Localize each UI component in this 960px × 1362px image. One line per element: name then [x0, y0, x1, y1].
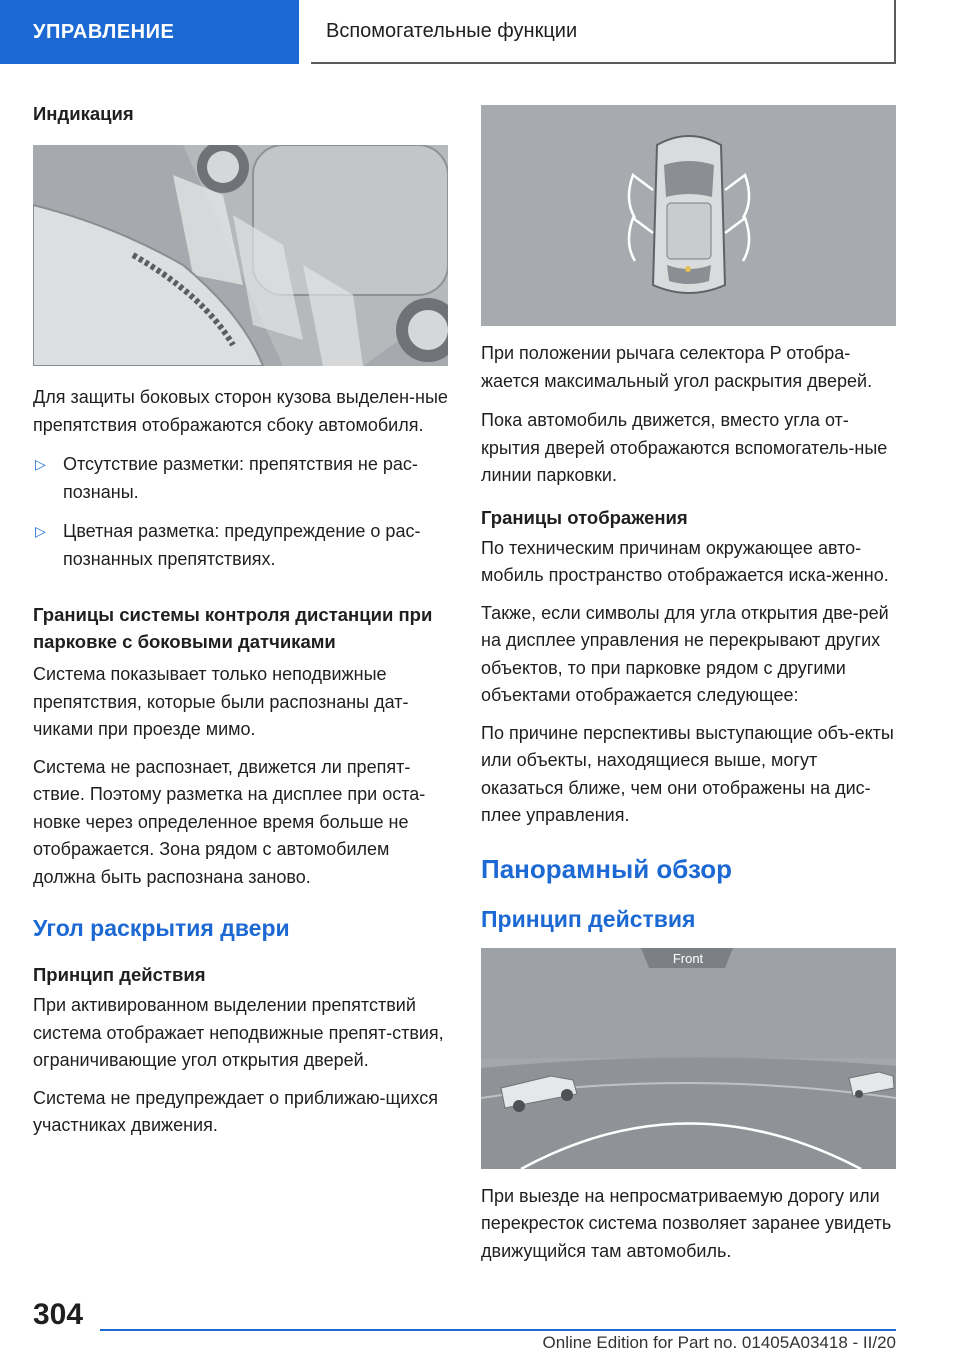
- triangle-bullet-icon: ▷: [35, 523, 46, 539]
- footer-divider: [100, 1329, 896, 1331]
- footer-edition: Online Edition for Part no. 01405A03418 - II/20: [542, 1333, 896, 1352]
- indication-heading: Индикация: [33, 103, 134, 124]
- front-label: Front: [672, 950, 704, 966]
- list-item: [33, 451, 448, 506]
- top-view-car-image: [481, 105, 896, 326]
- door-angle-illustration: [481, 105, 896, 326]
- list-item: [33, 518, 448, 573]
- left-column: [33, 100, 448, 1140]
- panorama-view-image: [481, 948, 896, 1169]
- triangle-bullet-icon: ▷: [35, 456, 46, 472]
- door-angle-heading: Угол раскрытия двери: [33, 915, 290, 941]
- side-obstacle-illustration: [33, 145, 448, 366]
- paragraph: Для защиты боковых сторон кузова выделен-ные препятствия отображаются сбоку автомобиля.: [33, 387, 448, 435]
- bullet-text: Цветная разметка: предупреждение о рас-познанных препятствиях.: [63, 521, 421, 569]
- paragraph: Также, если символы для угла открытия две-рей на дисплее управления не перекрывают других объектов, то при парковке рядом с другими объектами отображается следующее:: [481, 602, 889, 705]
- parking-side-image: [33, 145, 448, 366]
- chapter-title: Вспомогательные функции: [311, 0, 896, 64]
- paragraph: Система показывает только неподвижные препятствия, которые были распознаны дат-чиками при проезде мимо.: [33, 664, 409, 739]
- paragraph: При положении рычага селектора P отобра-жается максимальный угол раскрытия дверей.: [481, 343, 873, 391]
- paragraph: Пока автомобиль движется, вместо угла от-крытия дверей отображаются вспомогатель-ные линии парковки.: [481, 410, 888, 485]
- principle-heading: Принцип действия: [33, 964, 206, 985]
- paragraph: Система не предупреждает о приближаю-щихся участниках движения.: [33, 1087, 438, 1135]
- right-column: [481, 105, 896, 1265]
- principle-heading-right: Принцип действия: [481, 905, 696, 932]
- section-tab: УПРАВЛЕНИЕ: [0, 0, 299, 64]
- display-limits-heading: Границы отображения: [481, 506, 688, 528]
- panorama-heading: Панорамный обзор: [481, 853, 733, 884]
- limits-heading: Границы системы контроля дистанции при парковке с боковыми датчиками: [33, 604, 433, 652]
- bullet-text: Отсутствие разметки: препятствия не рас-познаны.: [63, 454, 418, 502]
- paragraph: Система не распознает, движется ли препят-ствие. Поэтому разметка на дисплее при оста-новке через определенное время больше не отображается. Зона рядом с автомобилем должна быть распознана заново.: [33, 756, 426, 887]
- paragraph: По причине перспективы выступающие объ-екты или объекты, находящиеся выше, могут оказаться ближе, чем они отображены на дис-плее управления.: [481, 722, 894, 825]
- paragraph: По техническим причинам окружающее авто-мобиль пространство отображается иска-женно.: [481, 537, 889, 585]
- page-number: 304: [33, 1298, 84, 1331]
- panorama-illustration: [481, 948, 896, 1169]
- paragraph: При выезде на непросматриваемую дорогу или перекресток система позволяет заранее увидеть движущийся там автомобиль.: [481, 1185, 892, 1261]
- paragraph: При активированном выделении препятствий система отображает неподвижные препят-ствия, ограничивающие угол открытия дверей.: [33, 995, 444, 1070]
- bullet-list: [33, 451, 448, 573]
